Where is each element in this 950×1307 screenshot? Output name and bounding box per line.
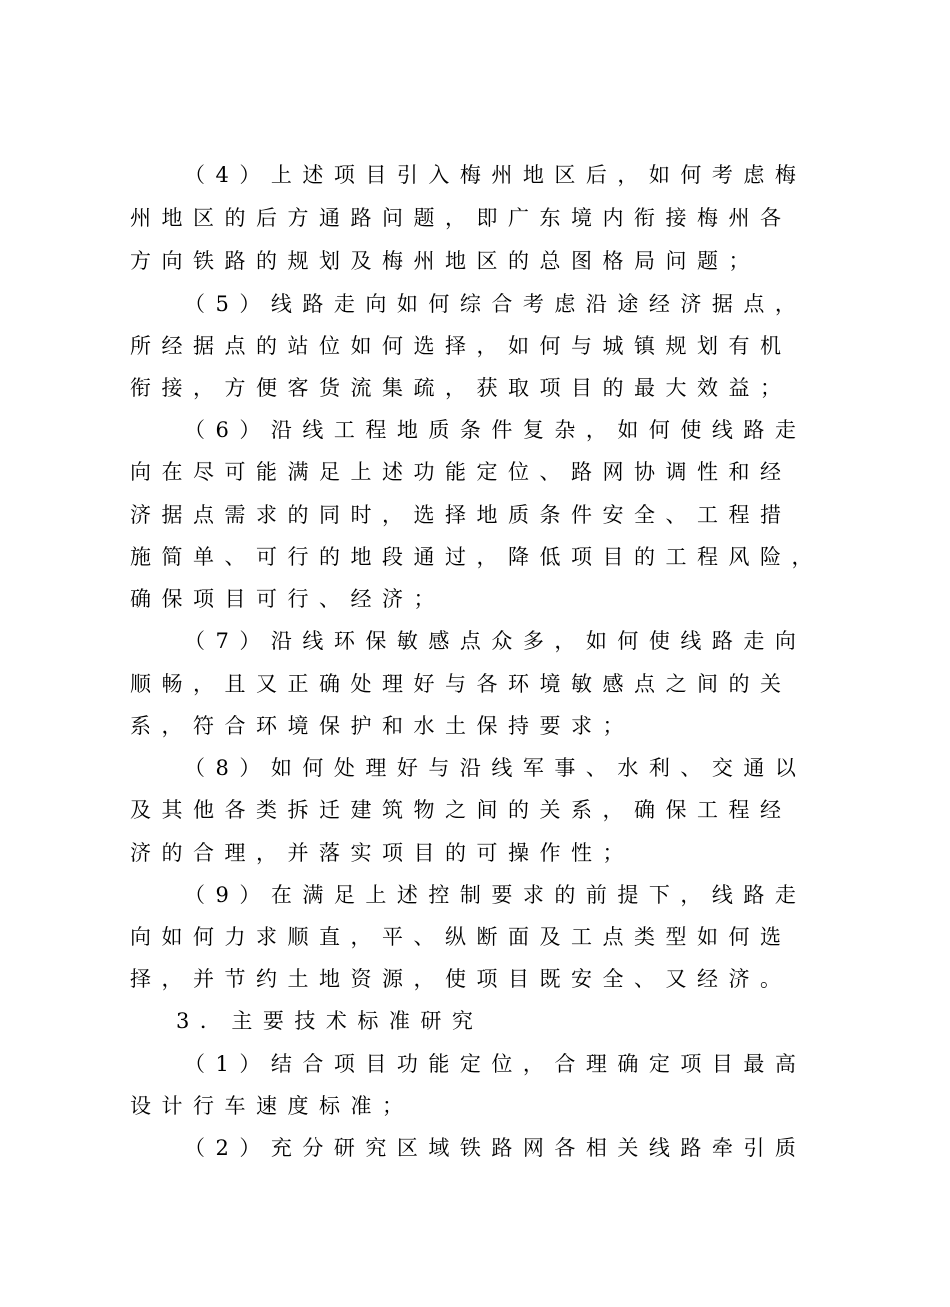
text-line-13: 顺畅，且又正确处理好与各环境敏感点之间的关 xyxy=(130,672,792,696)
text-line-10: 施简单、可行的地段通过，降低项目的工程风险， xyxy=(130,545,823,569)
text-line-22: （1）结合项目功能定位，合理确定项目最高 xyxy=(184,1052,807,1076)
text-line-20: 择，并节约土地资源，使项目既安全、又经济。 xyxy=(130,967,792,991)
text-line-9: 济据点需求的同时，选择地质条件安全、工程措 xyxy=(130,503,792,527)
text-line-2: 州地区的后方通路问题，即广东境内衔接梅州各 xyxy=(130,206,792,230)
text-line-18: （9）在满足上述控制要求的前提下，线路走 xyxy=(184,883,807,907)
text-line-11: 确保项目可行、经济； xyxy=(130,587,445,611)
section-heading: 3．主要技术标准研究 xyxy=(176,1009,484,1033)
text-line-16: 及其他各类拆迁建筑物之间的关系，确保工程经 xyxy=(130,798,792,822)
text-line-6: 衔接，方便客货流集疏，获取项目的最大效益； xyxy=(130,376,792,400)
text-line-19: 向如何力求顺直，平、纵断面及工点类型如何选 xyxy=(130,925,792,949)
text-line-23: 设计行车速度标准； xyxy=(130,1094,414,1118)
text-line-1: （4）上述项目引入梅州地区后，如何考虑梅 xyxy=(184,163,807,187)
text-line-4: （5）线路走向如何综合考虑沿途经济据点， xyxy=(184,292,807,316)
text-line-15: （8）如何处理好与沿线军事、水利、交通以 xyxy=(184,756,807,780)
text-line-7: （6）沿线工程地质条件复杂，如何使线路走 xyxy=(184,418,807,442)
text-line-17: 济的合理，并落实项目的可操作性； xyxy=(130,841,634,865)
text-line-3: 方向铁路的规划及梅州地区的总图格局问题； xyxy=(130,249,760,273)
text-line-5: 所经据点的站位如何选择，如何与城镇规划有机 xyxy=(130,334,792,358)
text-line-24: （2）充分研究区域铁路网各相关线路牵引质 xyxy=(184,1136,807,1160)
text-line-12: （7）沿线环保敏感点众多，如何使线路走向 xyxy=(184,629,807,653)
text-line-14: 系，符合环境保护和水土保持要求； xyxy=(130,714,634,738)
text-line-8: 向在尽可能满足上述功能定位、路网协调性和经 xyxy=(130,460,792,484)
